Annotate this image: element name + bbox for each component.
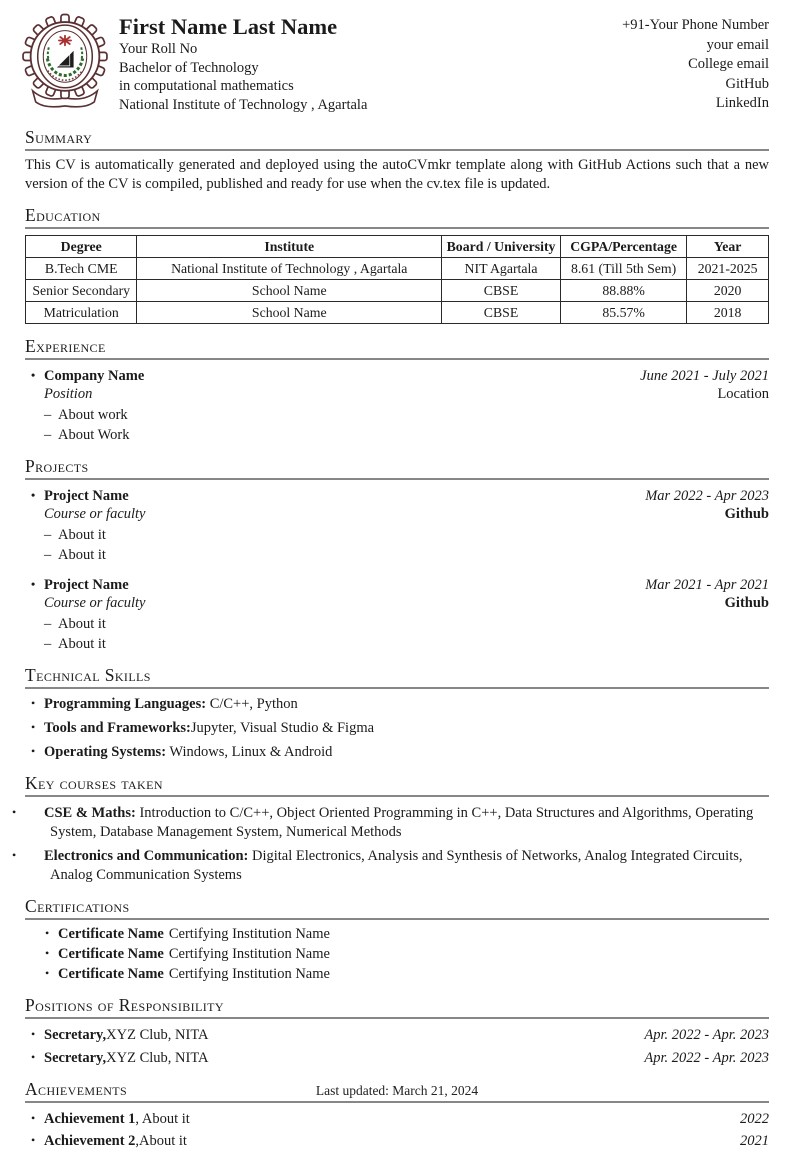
project-bullet: – About it — [25, 527, 769, 544]
project-date: Mar 2022 - Apr 2023 — [645, 488, 769, 504]
education-table — [25, 235, 769, 324]
section-projects — [25, 456, 769, 653]
course-item — [25, 846, 769, 884]
certification-item — [25, 945, 769, 963]
section-experience — [25, 336, 769, 444]
company-name: • Company Name — [25, 367, 144, 386]
certificate-name: Certificate Name — [58, 966, 164, 982]
table-cell: CBSE — [442, 302, 561, 324]
project-name: • Project Name — [25, 487, 129, 506]
table-cell: 88.88% — [560, 280, 686, 302]
nit-agartala-logo-icon — [25, 14, 105, 115]
column-header: Board / University — [442, 236, 561, 258]
table-cell: 2021-2025 — [687, 258, 769, 280]
table-cell: 2020 — [687, 280, 769, 302]
achievement-desc: ,About it — [135, 1132, 187, 1149]
contact-email-link[interactable]: your email — [706, 36, 769, 53]
certificate-name: Certificate Name — [58, 946, 164, 962]
section-summary — [25, 127, 769, 193]
project-date: Mar 2021 - Apr 2021 — [645, 577, 769, 593]
skill-item — [25, 695, 769, 713]
table-row — [26, 280, 769, 302]
contact-block — [622, 16, 769, 114]
experience-item — [25, 367, 769, 444]
section-technical-skills — [25, 665, 769, 761]
section-positions — [25, 995, 769, 1067]
last-updated-note: Last updated: March 21, 2024 — [315, 1083, 479, 1098]
position-item — [25, 1026, 769, 1044]
experience-position: Position — [44, 385, 93, 402]
skill-value: C/C++, Python — [206, 696, 298, 712]
table-row — [26, 258, 769, 280]
certifications-title: Certifications — [25, 896, 769, 920]
project-bullet: – About it — [25, 547, 769, 564]
table-cell: CBSE — [442, 280, 561, 302]
table-cell: NIT Agartala — [442, 258, 561, 280]
summary-text: This CV is automatically generated and deployed using the autoCVmkr template along with GitHub Actions such that a new version of the CV is compiled, published and ready for use when the cv.tex file is updated. — [25, 157, 769, 192]
position-org: XYZ Club, NITA — [106, 1049, 209, 1066]
experience-location: Location — [717, 385, 769, 402]
achievements-title: Achievements — [25, 1079, 769, 1103]
project-bullet: – About it — [25, 636, 769, 653]
skills-title: Technical Skills — [25, 665, 769, 689]
column-header: CGPA/Percentage — [560, 236, 686, 258]
certificate-issuer: Certifying Institution Name — [168, 926, 330, 942]
contact-linkedin-link[interactable]: LinkedIn — [715, 95, 769, 111]
certificate-issuer: Certifying Institution Name — [168, 946, 330, 962]
contact-phone: +91-Your Phone Number — [622, 17, 769, 33]
identity-block — [119, 12, 622, 114]
course-value: Introduction to C/C++, Object Oriented Programming in C++, Data Structures and Algorithms, Operating System, Database Management System, Numerical Methods — [50, 805, 754, 840]
certificate-issuer: Certifying Institution Name — [168, 966, 330, 982]
skill-value: Jupyter, Visual Studio & Figma — [190, 720, 375, 736]
experience-bullet: – About Work — [25, 427, 769, 444]
table-cell: 85.57% — [560, 302, 686, 324]
achievement-year: 2021 — [740, 1132, 769, 1149]
table-cell: 8.61 (Till 5th Sem) — [560, 258, 686, 280]
certificate-name: Certificate Name — [58, 926, 164, 942]
education-header-row — [26, 236, 769, 258]
table-cell: National Institute of Technology , Agartala — [137, 258, 442, 280]
project-item — [25, 487, 769, 564]
position-date: Apr. 2022 - Apr. 2023 — [644, 1049, 769, 1066]
project-bullet: – About it — [25, 616, 769, 633]
achievement-name: Achievement 2 — [44, 1132, 136, 1149]
table-cell: School Name — [137, 302, 442, 324]
positions-title: Positions of Responsibility — [25, 995, 769, 1019]
table-row — [26, 302, 769, 324]
section-key-courses — [25, 773, 769, 884]
section-certifications — [25, 896, 769, 983]
certification-item — [25, 925, 769, 943]
achievement-item — [25, 1132, 769, 1150]
project-item — [25, 576, 769, 653]
achievement-name: Achievement 1 — [44, 1110, 136, 1127]
position-item — [25, 1049, 769, 1067]
courses-title: Key courses taken — [25, 773, 769, 797]
table-cell: School Name — [137, 280, 442, 302]
section-education — [25, 205, 769, 324]
achievement-year: 2022 — [740, 1110, 769, 1127]
contact-github-link[interactable]: GitHub — [725, 75, 769, 92]
project-name: • Project Name — [25, 576, 129, 595]
experience-bullet: – About work — [25, 407, 769, 424]
column-header: Degree — [26, 236, 137, 258]
project-github-link[interactable]: Github — [724, 594, 769, 611]
skill-item — [25, 743, 769, 761]
institute-line: National Institute of Technology , Agartala — [119, 96, 368, 113]
table-cell: Matriculation — [26, 302, 137, 324]
position-role: Secretary, — [44, 1026, 107, 1043]
course-label: CSE & Maths: — [44, 805, 136, 821]
position-role: Secretary, — [44, 1049, 107, 1066]
table-cell: Senior Secondary — [26, 280, 137, 302]
contact-college-email-link[interactable]: College email — [688, 56, 769, 72]
skill-label: Operating Systems: — [44, 744, 167, 760]
position-org: XYZ Club, NITA — [106, 1026, 209, 1043]
table-cell: B.Tech CME — [26, 258, 137, 280]
header — [25, 12, 769, 115]
skill-value: Windows, Linux & Android — [166, 744, 333, 760]
course-item — [25, 803, 769, 841]
project-subtitle: Course or faculty — [44, 505, 146, 522]
summary-title: Summary — [25, 127, 769, 151]
course-value: Digital Electronics, Analysis and Synthesis of Networks, Analog Integrated Circuits, Analog Communication Systems — [50, 848, 743, 883]
project-subtitle: Course or faculty — [44, 594, 146, 611]
achievement-desc: , About it — [135, 1110, 190, 1127]
project-github-link[interactable]: Github — [724, 505, 769, 522]
experience-title: Experience — [25, 336, 769, 360]
branch-line: in computational mathematics — [119, 78, 294, 94]
certification-item — [25, 965, 769, 983]
projects-title: Projects — [25, 456, 769, 480]
skill-label: Tools and Frameworks: — [44, 720, 191, 736]
course-label: Electronics and Communication: — [44, 848, 249, 864]
person-name: First Name Last Name — [119, 14, 338, 39]
skill-item — [25, 719, 769, 737]
experience-date: June 2021 - July 2021 — [640, 368, 769, 384]
roll-no: Your Roll No — [119, 41, 198, 57]
column-header: Institute — [137, 236, 442, 258]
skill-label: Programming Languages: — [44, 696, 207, 712]
degree-line: Bachelor of Technology — [119, 59, 259, 76]
education-title: Education — [25, 205, 769, 229]
column-header: Year — [687, 236, 769, 258]
achievement-item — [25, 1110, 769, 1128]
position-date: Apr. 2022 - Apr. 2023 — [644, 1026, 769, 1043]
table-cell: 2018 — [687, 302, 769, 324]
